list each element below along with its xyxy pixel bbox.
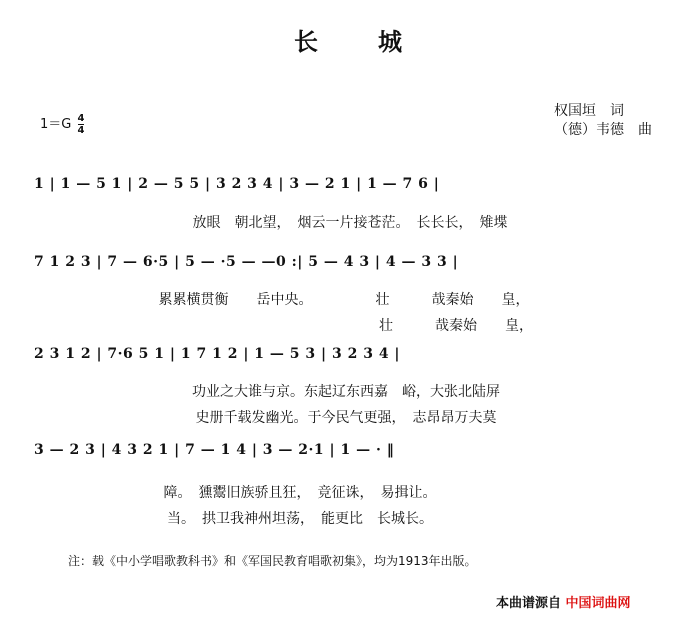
song-title: 长 城	[294, 28, 406, 56]
notation-row-4	[0, 442, 700, 464]
lyric-row-4-line-1: 障。 獯鬻旧族骄且狂， 竞征诛， 易揖让。	[163, 485, 437, 501]
lyric-row-2-line-2: 壮 哉秦始 皇，	[155, 318, 533, 334]
lyric-row-2a	[0, 289, 700, 309]
composer-credit: （德）韦德 曲	[554, 122, 652, 138]
lyric-row-4a	[0, 482, 700, 502]
credits	[554, 102, 652, 140]
source-credit	[496, 592, 631, 611]
notation-row-4-text: 3 — 2 3 | 4 3 2 1 | 7 — 1 4 | 3 — 2·1 | 1 — · ‖	[34, 442, 395, 458]
lyric-row-3-line-1: 功业之大谁与京。东起辽东西嘉 峪，大张北陆屏	[192, 384, 500, 400]
lyric-row-2b	[0, 315, 700, 335]
lyric-row-1	[0, 212, 700, 232]
lyric-row-3-line-2: 史册千载发幽光。于今民气更强， 志昂昂万夫莫	[195, 410, 497, 426]
notation-row-3-text: 2 3 1 2 | 7·6 5 1 | 1 7 1 2 | 1 — 5 3 | 3 2 3 4 |	[34, 346, 401, 362]
lyric-row-2-line-1: 累累横贯衡 岳中央。 壮 哉秦始 皇，	[158, 292, 530, 308]
key-label: 1＝G	[40, 117, 72, 132]
lyric-row-3b	[0, 407, 700, 427]
time-signature	[78, 113, 85, 136]
notation-row-1-text: 1 | 1 — 5 1 | 2 — 5 5 | 3 2 3 4 | 3 — 2 1 | 1 — 7 6 |	[34, 176, 440, 192]
time-signature-numerator: 4	[77, 113, 85, 124]
lyric-row-4b	[0, 508, 700, 528]
lyric-row-3a	[0, 381, 700, 401]
lyricist-credit: 权国垣 词	[554, 103, 624, 119]
source-brand-link[interactable]: 中国词曲网	[565, 596, 631, 611]
key-signature	[40, 113, 84, 136]
notation-row-3	[0, 346, 700, 368]
time-signature-denominator: 4	[77, 125, 85, 136]
lyric-row-4-line-2: 当。 拱卫我神州坦荡， 能更比 长城长。	[167, 511, 433, 527]
notation-row-2-text: 7 1 2 3 | 7 — 6·5 | 5 — ·5 — —0 :| 5 — 4 3 | 4 — 3 3 |	[34, 254, 459, 270]
lyric-row-1-line-1: 放眼 朝北望， 烟云一片接苍茫。 长长长， 雉堞	[192, 215, 508, 231]
notation-row-2	[0, 254, 700, 276]
notation-row-1	[0, 176, 700, 198]
footnote: 注：载《中小学唱歌教科书》和《军国民教育唱歌初集》，均为1913年出版。	[68, 554, 477, 568]
source-label: 本曲谱源自	[496, 596, 562, 611]
